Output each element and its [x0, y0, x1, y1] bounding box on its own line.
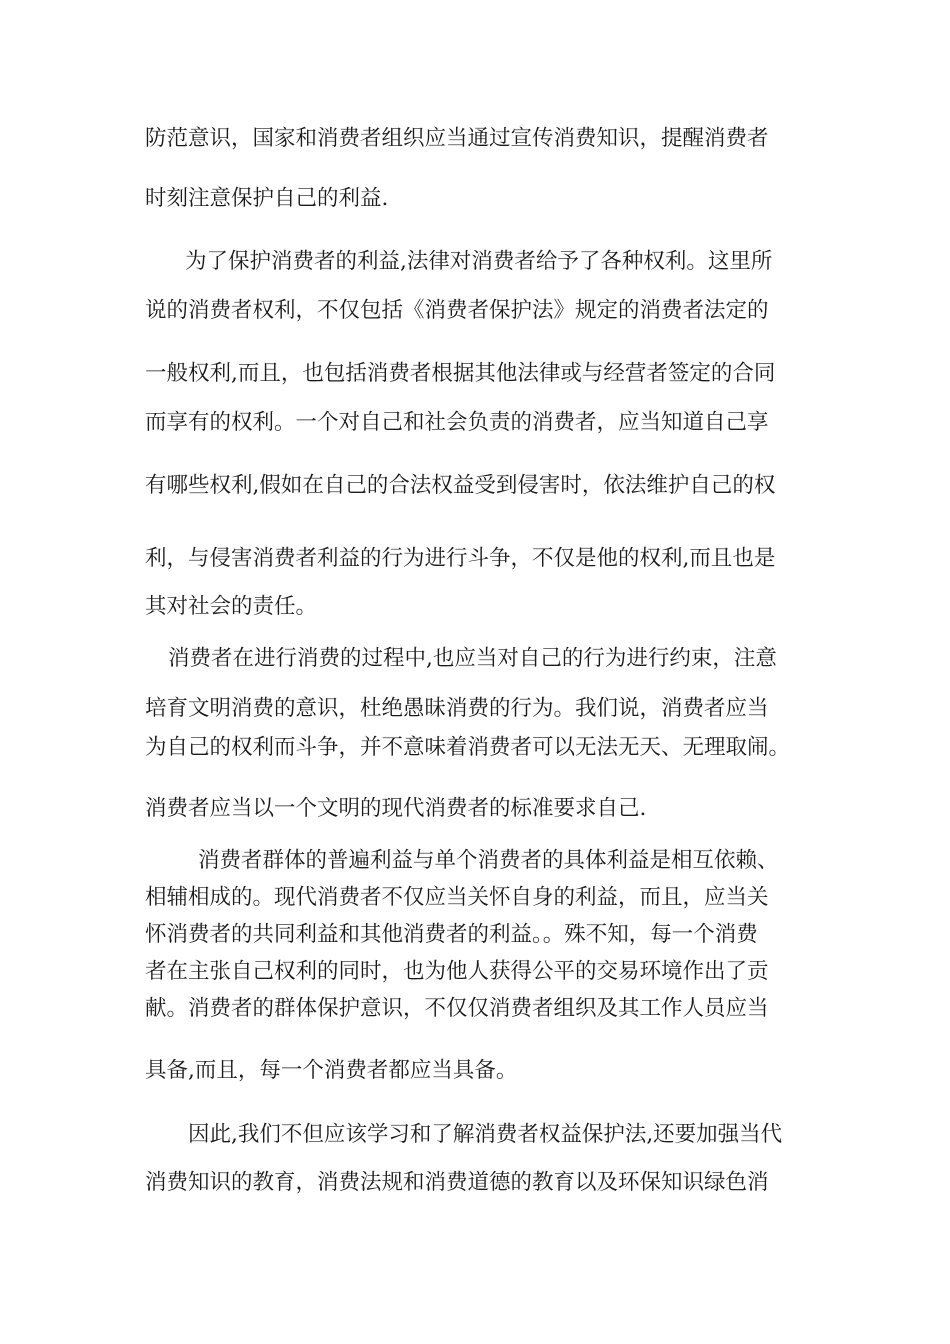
- text-line: 献。消费者的群体保护意识，不仅仅消费者组织及其工作人员应当: [145, 996, 769, 1021]
- text-line: 消费知识的教育，消费法规和消费道德的教育以及环保知识绿色消: [145, 1170, 769, 1195]
- text-line: 一般权利,而且，也包括消费者根据其他法律或与经营者签定的合同: [145, 361, 776, 386]
- text-line: 消费者群体的普遍利益与单个消费者的具体利益是相互依赖、: [198, 848, 779, 873]
- text-line: 因此,我们不但应该学习和了解消费者权益保护法,还要加强当代: [188, 1122, 783, 1147]
- text-line: 相辅相成的。现代消费者不仅应当关怀自身的利益，而且，应当关: [145, 885, 769, 910]
- text-line: 其对社会的责任。: [145, 594, 318, 619]
- text-line: 消费者应当以一个文明的现代消费者的标准要求自己.: [145, 796, 647, 821]
- text-line: 怀消费者的共同利益和其他消费者的利益。。殊不知，每一个消费: [145, 922, 758, 947]
- text-line: 具备,而且，每一个消费者都应当具备。: [145, 1058, 518, 1083]
- text-line: 时刻注意保护自己的利益.: [145, 186, 389, 211]
- text-line: 利，与侵害消费者利益的行为进行斗争，不仅是他的权利,而且也是: [145, 546, 776, 571]
- text-line: 为了保护消费者的利益,法律对消费者给予了各种权利。这里所: [185, 249, 773, 274]
- text-line: 而享有的权利。一个对自己和社会负责的消费者，应当知道自己享: [145, 410, 769, 435]
- text-line: 说的消费者权利，不仅包括《消费者保护法》规定的消费者法定的: [145, 298, 769, 323]
- text-line: 者在主张自己权利的同时，也为他人获得公平的交易环境作出了贡: [145, 959, 769, 984]
- text-line: 消费者在进行消费的过程中,也应当对自己的行为进行约束，注意: [168, 646, 777, 671]
- text-line: 为自己的权利而斗争，并不意味着消费者可以无法无天、无理取闹。: [145, 735, 791, 760]
- text-line: 培育文明消费的意识，杜绝愚昧消费的行为。我们说，消费者应当: [145, 696, 769, 721]
- text-line: 防范意识，国家和消费者组织应当通过宣传消费知识，提醒消费者: [145, 126, 769, 151]
- text-line: 有哪些权利,假如在自己的合法权益受到侵害时，依法维护自己的权: [145, 473, 776, 498]
